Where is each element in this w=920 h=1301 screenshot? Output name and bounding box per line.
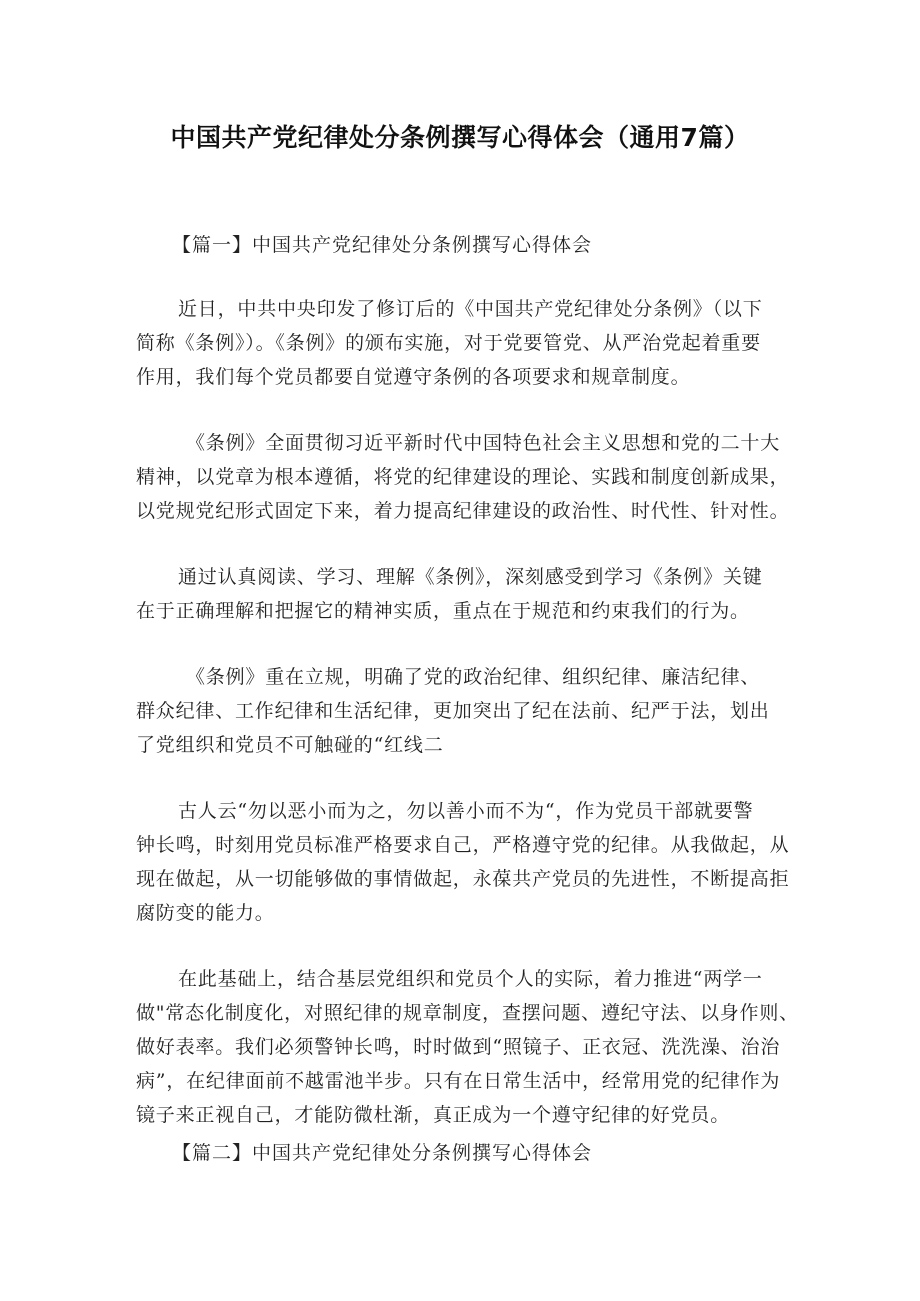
paragraph-line: 群众纪律、工作纪律和生活纪律，更加突出了纪在法前、纪严于法，划出 <box>136 700 770 722</box>
paragraph-line: 以党规党纪形式固定下来，着力提高纪律建设的政治性、时代性、针对性。 <box>136 500 790 522</box>
paragraph-2 <box>136 426 800 528</box>
paragraph-3 <box>136 560 800 628</box>
paragraph-4 <box>136 660 800 762</box>
paragraph-line: 通过认真阅读、学习、理解《条例》，深刻感受到学习《条例》关键 <box>178 566 763 588</box>
document-title: 中国共产党纪律处分条例撰写心得体会（通用7篇） <box>170 123 750 152</box>
paragraph-5 <box>136 794 800 930</box>
paragraph-line: 钟长鸣，时刻用党员标准严格要求自己，严格遵守党的纪律。从我做起，从 <box>136 834 790 856</box>
paragraph-line: 在此基础上，结合基层党组织和党员个人的实际，着力推进“两学一 <box>178 968 763 990</box>
paragraph-line: 做"常态化制度化，对照纪律的规章制度，查摆问题、遵纪守法、以身作则、 <box>136 1002 799 1024</box>
section-heading-1: 【篇一】中国共产党纪律处分条例撰写心得体会 <box>172 234 593 256</box>
paragraph-line: 现在做起，从一切能够做的事情做起，永葆共产党员的先进性，不断提高拒 <box>136 868 790 890</box>
paragraph-line: 《条例》重在立规，明确了党的政治纪律、组织纪律、廉洁纪律、 <box>186 666 761 688</box>
paragraph-line: 做好表率。我们必须警钟长鸣，时时做到“照镜子、正衣冠、洗洗澡、治治 <box>136 1036 781 1058</box>
section-heading-2: 【篇二】中国共产党纪律处分条例撰写心得体会 <box>172 1142 593 1164</box>
paragraph-line: 精神，以党章为根本遵循，将党的纪律建设的理论、实践和制度创新成果， <box>136 466 790 488</box>
paragraph-line: 简称《条例》）。《条例》的颁布实施，对于党要管党、从严治党起着重要 <box>136 332 761 354</box>
paragraph-line: 了党组织和党员不可触碰的“红线二 <box>136 734 444 756</box>
paragraph-line: 病”，在纪律面前不越雷池半步。只有在日常生活中，经常用党的纪律作为 <box>136 1070 781 1092</box>
paragraph-line: 古人云“勿以恶小而为之，勿以善小而不为“，作为党员干部就要警 <box>178 800 754 822</box>
paragraph-6 <box>136 962 800 1132</box>
paragraph-line: 镜子来正视自己，才能防微杜渐，真正成为一个遵守纪律的好党员。 <box>136 1104 731 1126</box>
paragraph-line: 腐防变的能力。 <box>136 902 275 924</box>
paragraph-line: 《条例》全面贯彻习近平新时代中国特色社会主义思想和党的二十大 <box>186 432 781 454</box>
paragraph-line: 近日，中共中央印发了修订后的《中国共产党纪律处分条例》（以下 <box>178 298 763 320</box>
paragraph-1 <box>136 292 800 394</box>
paragraph-line: 在于正确理解和把握它的精神实质，重点在于规范和约束我们的行为。 <box>136 600 750 622</box>
paragraph-line: 作用，我们每个党员都要自觉遵守条例的各项要求和规章制度。 <box>136 366 691 388</box>
